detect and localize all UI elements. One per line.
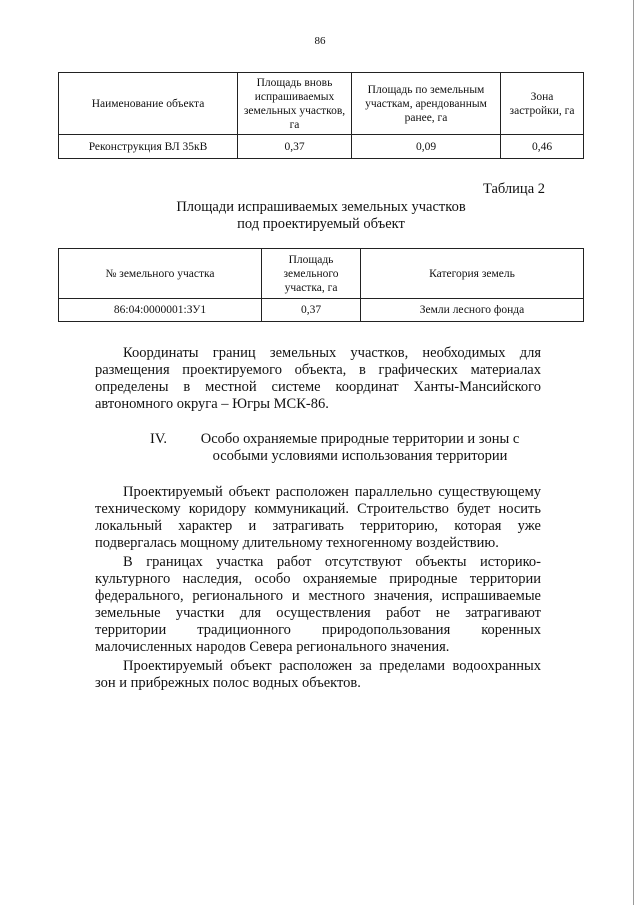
cell-leased-area: 0,09 bbox=[352, 135, 501, 159]
section-title bbox=[180, 431, 540, 465]
land-plot-table bbox=[58, 248, 584, 322]
table-row bbox=[59, 299, 584, 322]
header-plot-number: № земельного участка bbox=[59, 249, 262, 299]
header-plot-area: Площадь земельного участка, га bbox=[262, 249, 361, 299]
body-paragraph-3: Проектируемый объект расположен за пределами водоохранных зон и прибрежных полос водных объектов. bbox=[95, 658, 541, 691]
body-paragraph-2: В границах участка работ отсутствуют объекты историко-культурного наследия, особо охраняемые природные территории федерального, регионального и местного значения, испрашиваемые земельные участки для осуществления работ не затрагивают территории традиционного природопользования коренных малочисленных народов Севера регионального значения. bbox=[95, 554, 541, 655]
table2-caption-line2: под проектируемый объект bbox=[237, 216, 405, 232]
cell-plot-number: 86:04:0000001:ЗУ1 bbox=[59, 299, 262, 322]
table-row bbox=[59, 135, 584, 159]
table-header-row bbox=[59, 73, 584, 135]
header-object-name: Наименование объекта bbox=[59, 73, 238, 135]
cell-land-category: Земли лесного фонда bbox=[361, 299, 584, 322]
table-header-row bbox=[59, 249, 584, 299]
cell-new-area: 0,37 bbox=[238, 135, 352, 159]
section-number: IV. bbox=[150, 431, 168, 447]
table2-caption-number: Таблица 2 bbox=[482, 181, 545, 197]
header-land-category: Категория земель bbox=[361, 249, 584, 299]
coordinates-paragraph: Координаты границ земельных участков, необходимых для размещения проектируемого объекта, в графических материалах определены в местной системе координат Ханты-Мансийского автономного округа – Югры МСК-86. bbox=[95, 345, 541, 412]
header-new-area: Площадь вновь испрашиваемых земельных участков, га bbox=[238, 73, 352, 135]
page-edge-line bbox=[633, 0, 634, 905]
cell-build-zone: 0,46 bbox=[501, 135, 584, 159]
section-title-line1: Особо охраняемые природные территории и зоны с bbox=[200, 431, 520, 447]
header-build-zone: Зона застройки, га bbox=[501, 73, 584, 135]
object-area-table bbox=[58, 72, 584, 159]
body-paragraph-1: Проектируемый объект расположен параллельно существующему техническому коридору коммуникаций. Строительство будет носить локальный характер и затрагивать территорию, которая уже подвергалась мощному длительному техногенному воздействию. bbox=[95, 484, 541, 551]
cell-object-name: Реконструкция ВЛ 35кВ bbox=[59, 135, 238, 159]
section-title-line2: особыми условиями использования территории bbox=[212, 448, 508, 464]
cell-plot-area: 0,37 bbox=[262, 299, 361, 322]
header-leased-area: Площадь по земельным участкам, арендованным ранее, га bbox=[352, 73, 501, 135]
table2-caption-line1: Площади испрашиваемых земельных участков bbox=[176, 199, 466, 215]
page-number: 86 bbox=[314, 35, 326, 47]
table2-caption-title bbox=[58, 199, 584, 233]
